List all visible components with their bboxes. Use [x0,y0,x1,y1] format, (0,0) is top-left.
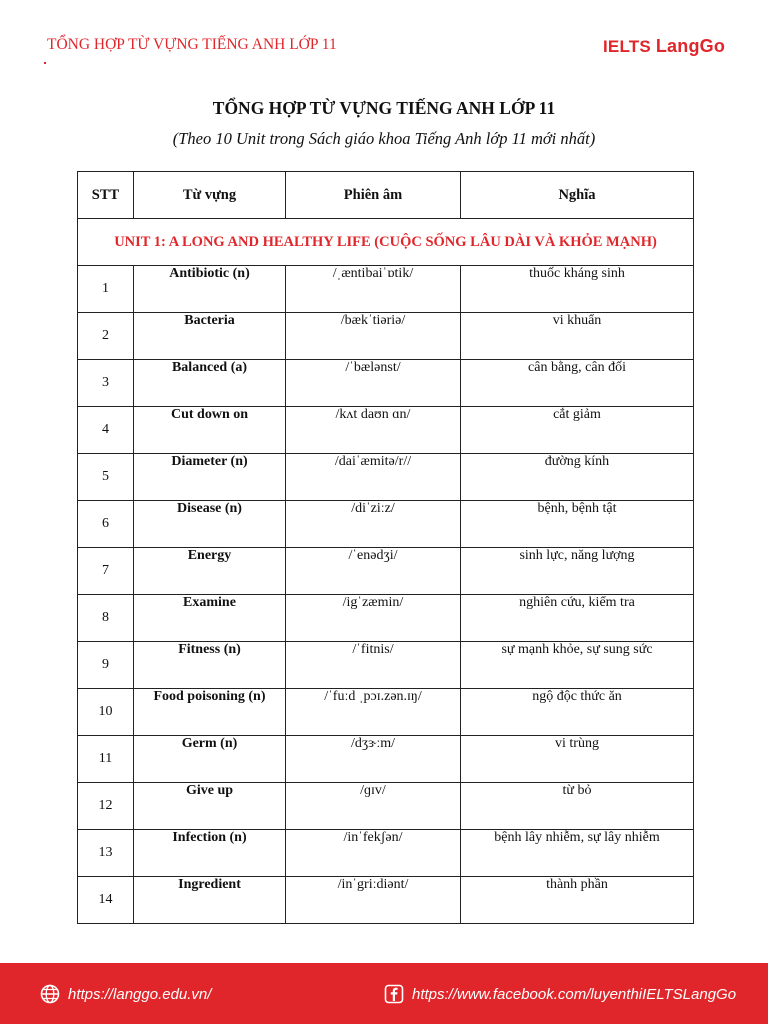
vocab-word: Antibiotic (n) [134,266,286,313]
footer-website-text: https://langgo.edu.vn/ [68,985,212,1003]
vocab-word: Diameter (n) [134,454,286,501]
vocab-word: Germ (n) [134,736,286,783]
phonetic: /diˈziːz/ [286,501,461,548]
facebook-icon [384,984,404,1004]
table-row [78,548,694,595]
row-number: 6 [78,501,134,548]
column-header-meaning: Nghĩa [461,172,694,219]
phonetic: /dʒɝːm/ [286,736,461,783]
header-title: TỔNG HỢP TỪ VỰNG TIẾNG ANH LỚP 11 [47,36,337,53]
globe-icon [40,984,60,1004]
vocab-word: Fitness (n) [134,642,286,689]
row-number: 3 [78,360,134,407]
meaning: từ bỏ [461,783,694,830]
vocab-word: Examine [134,595,286,642]
column-header-word: Từ vựng [134,172,286,219]
meaning: đường kính [461,454,694,501]
meaning: bệnh, bệnh tật [461,501,694,548]
phonetic: /kʌt daʊn ɑn/ [286,407,461,454]
footer-facebook-text: https://www.facebook.com/luyenthiIELTSLangGo [412,985,737,1003]
table-header-row [78,172,694,219]
meaning: sinh lực, năng lượng [461,548,694,595]
table-row [78,736,694,783]
document-subtitle: (Theo 10 Unit trong Sách giáo khoa Tiếng Anh lớp 11 mới nhất) [172,129,596,148]
row-number: 12 [78,783,134,830]
table-row [78,642,694,689]
meaning: nghiên cứu, kiểm tra [461,595,694,642]
row-number: 7 [78,548,134,595]
table-row [78,595,694,642]
row-number: 9 [78,642,134,689]
phonetic: /inˈfekʃən/ [286,830,461,877]
vocab-word: Give up [134,783,286,830]
meaning: thuốc kháng sinh [461,266,694,313]
table-row [78,783,694,830]
table-row [78,877,694,924]
vocab-word: Bacteria [134,313,286,360]
vocabulary-table [77,171,694,924]
meaning: cân bằng, cân đối [461,360,694,407]
table-row [78,689,694,736]
meaning: bệnh lây nhiễm, sự lây nhiễm [461,830,694,877]
vocab-word: Cut down on [134,407,286,454]
vocab-word: Disease (n) [134,501,286,548]
vocab-word: Energy [134,548,286,595]
meaning: cắt giảm [461,407,694,454]
row-number: 1 [78,266,134,313]
table-row [78,830,694,877]
brand-logo [603,36,725,57]
phonetic: /ˈenədʒi/ [286,548,461,595]
row-number: 13 [78,830,134,877]
logo-brand: LangGo [655,36,726,56]
phonetic: /bækˈtiəriə/ [286,313,461,360]
vocab-word: Food poisoning (n) [134,689,286,736]
vocab-word: Infection (n) [134,830,286,877]
phonetic: /ɡɪv/ [286,783,461,830]
row-number: 10 [78,689,134,736]
row-number: 4 [78,407,134,454]
table-row [78,407,694,454]
column-header-stt: STT [78,172,134,219]
meaning: vi khuẩn [461,313,694,360]
meaning: thành phần [461,877,694,924]
phonetic: /ˈfitnis/ [286,642,461,689]
document-title: TỔNG HỢP TỪ VỰNG TIẾNG ANH LỚP 11 [212,98,556,118]
vocab-word: Ingredient [134,877,286,924]
table-row [78,501,694,548]
column-header-ipa: Phiên âm [286,172,461,219]
meaning: vi trùng [461,736,694,783]
footer-facebook-link[interactable] [384,984,736,1004]
table-row [78,266,694,313]
phonetic: /ˌæntibaiˈɒtik/ [286,266,461,313]
footer-bar [0,963,768,1024]
phonetic: /daiˈæmitə/r// [286,454,461,501]
unit-title: UNIT 1: A LONG AND HEALTHY LIFE (CUỘC SỐNG LÂU DÀI VÀ KHỎE MẠNH) [78,219,694,266]
phonetic: /igˈzæmin/ [286,595,461,642]
phonetic: /ˈfuːd ˌpɔɪ.zən.ɪŋ/ [286,689,461,736]
row-number: 5 [78,454,134,501]
meaning: ngộ độc thức ăn [461,689,694,736]
unit-title-row [78,219,694,266]
row-number: 11 [78,736,134,783]
logo-prefix: IELTS [603,37,656,56]
table-row [78,360,694,407]
table-row [78,454,694,501]
footer-website-link[interactable] [40,984,211,1004]
header-dot [44,62,46,64]
row-number: 2 [78,313,134,360]
phonetic: /ˈbælənst/ [286,360,461,407]
vocab-word: Balanced (a) [134,360,286,407]
row-number: 8 [78,595,134,642]
phonetic: /inˈgriːdiənt/ [286,877,461,924]
meaning: sự mạnh khỏe, sự sung sức [461,642,694,689]
row-number: 14 [78,877,134,924]
table-row [78,313,694,360]
